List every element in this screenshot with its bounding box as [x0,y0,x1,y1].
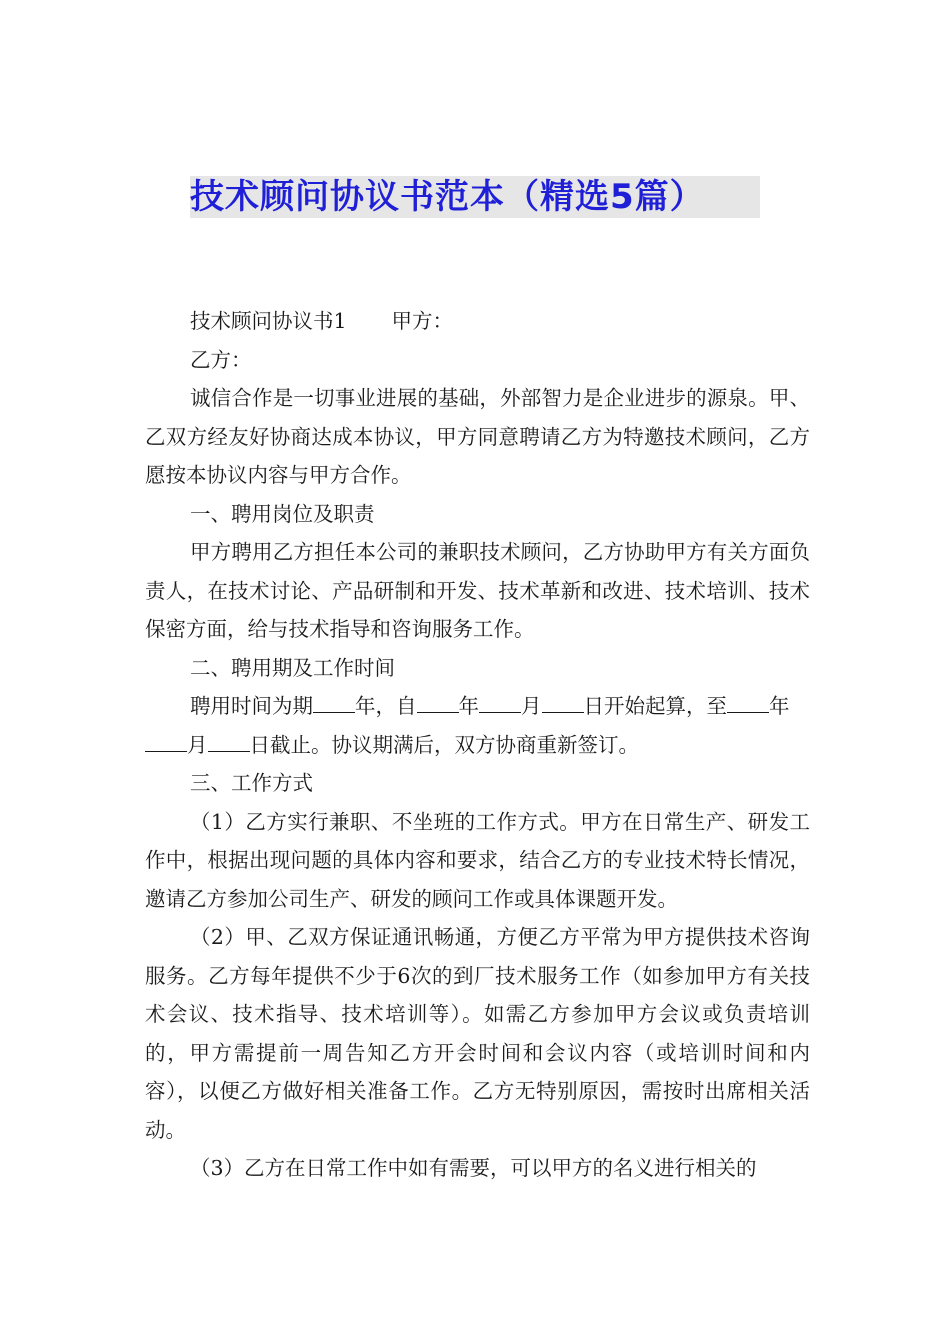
term-text: 日截止。协议期满后，双方协商重新签订。 [249,732,639,757]
document-body [145,302,810,1188]
intro-paragraph: 诚信合作是一切事业进展的基础，外部智力是企业进步的源泉。甲、乙双方经友好协商达成本协议，甲方同意聘请乙方为特邀技术顾问，乙方愿按本协议内容与甲方合作。 [145,386,810,487]
section-2-body [145,687,810,764]
term-text: 年，自 [355,694,417,718]
term-text: 年 [458,694,479,718]
work-item-3: （3）乙方在日常工作中如有需要，可以甲方的名义进行相关的 [190,1156,757,1180]
party-a-label: 甲方： [391,309,454,333]
work-item-1: （1）乙方实行兼职、不坐班的工作方式。甲方在日常生产、研发工作中，根据出现问题的具体内容和要求，结合乙方的专业技术特长情况，邀请乙方参加公司生产、研发的顾问工作或具体课题开发。 [145,809,810,911]
term-text: 日开始起算，至 [583,694,727,718]
blank-start-month [479,694,521,713]
heading-line [145,302,810,341]
blank-start-year [417,694,459,713]
blank-end-year [727,694,769,713]
term-text: 月 [187,732,208,757]
term-text: 聘用时间为期 [190,694,313,718]
blank-end-day [208,733,250,752]
blank-years [313,694,355,713]
blank-end-month [145,733,187,752]
document-title: 技术顾问协议书范本（精选5篇） [190,177,705,217]
party-b-label: 乙方： [190,347,252,372]
section-1-title: 一、聘用岗位及职责 [190,501,375,526]
section-3-title: 三、工作方式 [190,771,313,795]
section-1-body: 甲方聘用乙方担任本公司的兼职技术顾问，乙方协助甲方有关方面负责人，在技术讨论、产品研制和开发、技术革新和改进、技术培训、技术保密方面，给与技术指导和咨询服务工作。 [145,540,810,641]
section-2-title: 二、聘用期及工作时间 [190,655,395,680]
term-text: 年 [769,694,790,718]
blank-start-day [542,694,584,713]
term-text: 月 [521,694,542,718]
title-highlight [190,176,760,218]
agreement-number: 技术顾问协议书1 [190,309,347,333]
work-item-2: （2）甲、乙双方保证通讯畅通，方便乙方平常为甲方提供技术咨询服务。乙方每年提供不少于6次的到厂技术服务工作（如参加甲方有关技术会议、技术指导、技术培训等）。如需乙方参加甲方会议或负责培训的，甲方需提前一周告知乙方开会时间和会议内容（或培训时间和内容），以便乙方做好相关准备工作。乙方无特别原因，需按时出席相关活动。 [145,925,810,1142]
